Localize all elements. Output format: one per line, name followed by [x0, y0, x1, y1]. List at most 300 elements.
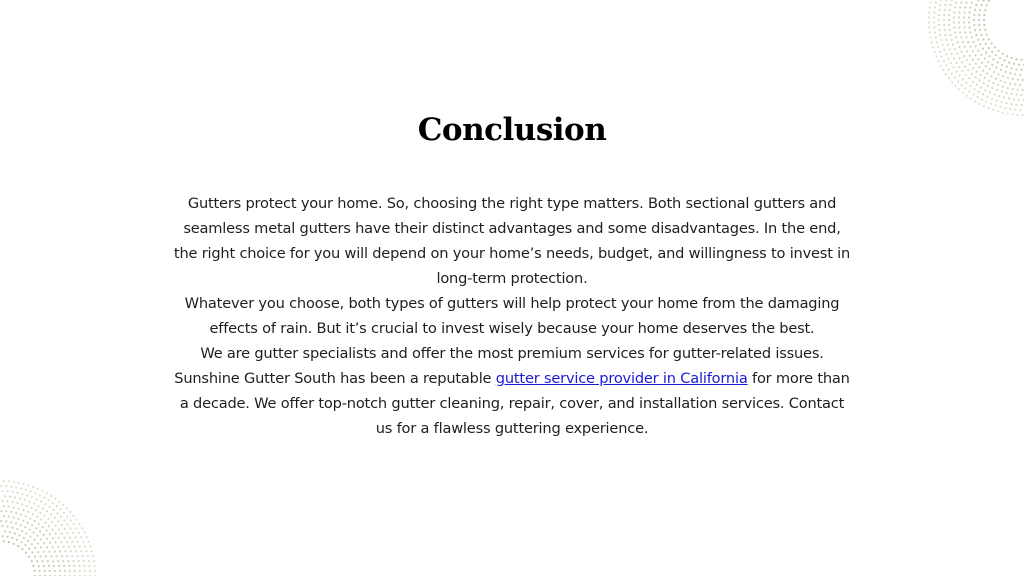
decoration-dot — [80, 536, 82, 538]
decoration-dot — [1010, 93, 1012, 95]
decoration-dot — [48, 525, 50, 527]
decoration-dot — [981, 99, 983, 101]
decoration-dot — [971, 2, 973, 4]
decoration-dot — [20, 524, 22, 526]
decoration-dot — [36, 560, 38, 562]
decoration-dot — [93, 565, 95, 567]
decoration-dot — [13, 517, 15, 519]
decoration-dot — [964, 6, 966, 8]
decoration-dot — [954, 6, 956, 8]
decoration-dot — [40, 518, 42, 520]
decoration-dot — [42, 507, 44, 509]
decoration-dot — [38, 523, 40, 525]
decoration-dot — [964, 46, 966, 48]
decoration-dot — [979, 29, 981, 31]
body-text — [170, 191, 854, 441]
decoration-dot — [939, 29, 941, 31]
decoration-dot — [991, 87, 993, 89]
decoration-dot — [1022, 79, 1024, 81]
decoration-dot — [973, 88, 975, 90]
decoration-dot — [980, 86, 982, 88]
decoration-dot — [953, 27, 955, 29]
decoration-dot — [968, 16, 970, 18]
decoration-dot — [1022, 89, 1024, 91]
decoration-dot — [31, 524, 33, 526]
decoration-dot — [49, 542, 51, 544]
decoration-dot — [29, 529, 31, 531]
decoration-dot — [64, 550, 66, 552]
decoration-dot — [27, 484, 29, 486]
decoration-dot — [938, 19, 940, 21]
decoration-dot — [973, 24, 975, 26]
decoration-dot — [936, 41, 938, 43]
decoration-dot — [43, 515, 45, 517]
decoration-dot — [935, 36, 937, 38]
decoration-dot — [979, 43, 981, 45]
decoration-dot — [51, 529, 53, 531]
decoration-dot — [14, 496, 16, 498]
decoration-dot — [57, 560, 59, 562]
decoration-dot — [945, 53, 947, 55]
decoration-dot — [4, 530, 6, 532]
decoration-dot — [1001, 101, 1003, 103]
decoration-dot — [1006, 66, 1008, 68]
decoration-dot — [987, 107, 989, 109]
decoration-dot — [3, 480, 5, 482]
decoration-dot — [31, 543, 33, 545]
decoration-dot — [1015, 58, 1017, 60]
decoration-dot — [967, 41, 969, 43]
decoration-dot — [954, 31, 956, 33]
decoration-dot — [16, 528, 18, 530]
decoration-dot — [0, 520, 2, 522]
decoration-dot — [929, 6, 931, 8]
decoration-dot — [25, 515, 27, 517]
decoration-dot — [972, 93, 974, 95]
decoration-dot — [79, 570, 81, 572]
decoration-dot — [973, 14, 975, 16]
decoration-dot — [961, 84, 963, 86]
decoration-dot — [948, 77, 950, 79]
decoration-dot — [31, 551, 33, 553]
decoration-dot — [1010, 67, 1012, 69]
decoration-dot — [996, 89, 998, 91]
decoration-dot — [63, 519, 65, 521]
decoration-dot — [967, 69, 969, 71]
decoration-dot — [68, 565, 70, 567]
decoration-dot — [41, 560, 43, 562]
decoration-dot — [61, 533, 63, 535]
decoration-dot — [78, 523, 80, 525]
decoration-dot — [78, 532, 80, 534]
decoration-dot — [35, 509, 37, 511]
decoration-dot — [4, 495, 6, 497]
decoration-dot — [963, 26, 965, 28]
decoration-dot — [996, 99, 998, 101]
decoration-dot — [79, 545, 81, 547]
decoration-dot — [953, 21, 955, 23]
decoration-dot — [86, 536, 88, 538]
decoration-dot — [32, 513, 34, 515]
decoration-dot — [63, 537, 65, 539]
decoration-dot — [50, 513, 52, 515]
decoration-dot — [995, 67, 997, 69]
decoration-dot — [1019, 109, 1021, 111]
decoration-dot — [66, 515, 68, 517]
decoration-dot — [985, 52, 987, 54]
decoration-dot — [966, 2, 968, 4]
decoration-dot — [1015, 104, 1017, 106]
decoration-dot — [952, 44, 954, 46]
decoration-dot — [966, 36, 968, 38]
decoration-dot — [88, 565, 90, 567]
decoration-dot — [43, 542, 45, 544]
decoration-dot — [942, 44, 944, 46]
decoration-dot — [962, 92, 964, 94]
decoration-dot — [1, 525, 3, 527]
decoration-dot — [974, 9, 976, 11]
decoration-dot — [958, 21, 960, 23]
decoration-dot — [5, 485, 7, 487]
decoration-dot — [1020, 69, 1022, 71]
decoration-dot — [66, 541, 68, 543]
decoration-dot — [60, 516, 62, 518]
decoration-dot — [75, 527, 77, 529]
paragraph-1: Gutters protect your home. So, choosing the right type matters. Both sectional gutters and seamless metal gutters have their distinct advantages and some disadvantages. In the end, the right choice for you will depend on your home’s needs, budget, and willingness to invest in long-term protection. — [173, 195, 851, 287]
decoration-dot — [980, 54, 982, 56]
decoration-dot — [961, 70, 963, 72]
decoration-dot — [1013, 98, 1015, 100]
decoration-dot — [1011, 57, 1013, 59]
decoration-dot — [61, 524, 63, 526]
decoration-dot — [11, 501, 13, 503]
decoration-dot — [44, 570, 46, 572]
decoration-dot — [46, 538, 48, 540]
decoration-dot — [932, 46, 934, 48]
decoration-dot — [76, 555, 78, 557]
decoration-dot — [64, 528, 66, 530]
decoration-dot — [20, 541, 22, 543]
decoration-dot — [969, 31, 971, 33]
decoration-dot — [993, 71, 995, 73]
decoration-dot — [1, 490, 3, 492]
decoration-dot — [39, 555, 41, 557]
decoration-dot — [35, 527, 37, 529]
decoration-dot — [27, 540, 29, 542]
decoration-dot — [21, 493, 23, 495]
decoration-dot — [34, 492, 36, 494]
decoration-dot — [986, 73, 988, 75]
decoration-dot — [55, 525, 57, 527]
decoration-dot — [947, 58, 949, 60]
decoration-dot — [10, 521, 12, 523]
decoration-dot — [988, 0, 990, 2]
gutter-service-link[interactable]: gutter service provider in California — [495, 370, 748, 387]
decoration-dot — [978, 91, 980, 93]
decoration-dot — [0, 510, 2, 512]
decoration-dot — [958, 66, 960, 68]
decoration-dot — [41, 490, 43, 492]
decoration-dot — [982, 0, 984, 2]
decoration-dot — [982, 93, 984, 95]
decoration-dot — [32, 486, 34, 488]
decoration-dot — [57, 520, 59, 522]
decoration-dot — [54, 570, 56, 572]
decoration-dot — [963, 11, 965, 13]
decoration-dot — [948, 14, 950, 16]
decoration-dot — [949, 9, 951, 11]
decoration-dot — [6, 500, 8, 502]
decoration-dot — [62, 504, 64, 506]
decoration-dot — [1019, 74, 1021, 76]
decoration-dot — [1008, 61, 1010, 63]
decoration-dot — [986, 34, 988, 36]
decoration-dot — [81, 527, 83, 529]
decoration-dot — [39, 530, 41, 532]
decoration-dot — [72, 560, 74, 562]
decoration-dot — [10, 511, 12, 513]
decoration-dot — [69, 536, 71, 538]
decoration-dot — [39, 512, 41, 514]
decoration-dot — [1015, 94, 1017, 96]
decoration-dot — [988, 38, 990, 40]
decoration-dot — [998, 95, 1000, 97]
decoration-dot — [32, 565, 34, 567]
decoration-dot — [933, 51, 935, 53]
decoration-dot — [15, 486, 17, 488]
decoration-dot — [975, 76, 977, 78]
decoration-dot — [24, 499, 26, 501]
decoration-dot — [9, 496, 11, 498]
decoration-dot — [977, 0, 979, 1]
decoration-dot — [958, 88, 960, 90]
decoration-dot — [28, 548, 30, 550]
decoration-dot — [18, 534, 20, 536]
decoration-dot — [971, 36, 973, 38]
decoration-dot — [934, 6, 936, 8]
decoration-dot — [988, 80, 990, 82]
decoration-dot — [961, 51, 963, 53]
decoration-dot — [997, 61, 999, 63]
decoration-dot — [937, 60, 939, 62]
decoration-dot — [940, 0, 942, 1]
decoration-dot — [975, 34, 977, 36]
decoration-dot — [1002, 75, 1004, 77]
decoration-dot — [43, 565, 45, 567]
decoration-dot — [1003, 59, 1005, 61]
decoration-dot — [943, 49, 945, 51]
decoration-dot — [48, 499, 50, 501]
decoration-dot — [947, 44, 949, 46]
decoration-dot — [3, 540, 5, 542]
decoration-dot — [980, 34, 982, 36]
decoration-dot — [1005, 71, 1007, 73]
decoration-dot — [14, 532, 16, 534]
decoration-dot — [8, 541, 10, 543]
decoration-dot — [964, 65, 966, 67]
decoration-dot — [983, 24, 985, 26]
decoration-dot — [24, 544, 26, 546]
decoration-dot — [982, 48, 984, 50]
decoration-dot — [58, 565, 60, 567]
decoration-dot — [15, 512, 17, 514]
decoration-dot — [991, 64, 993, 66]
decoration-dot — [55, 533, 57, 535]
decoration-dot — [978, 79, 980, 81]
decoration-dot — [980, 74, 982, 76]
decoration-dot — [9, 531, 11, 533]
decoration-dot — [15, 522, 17, 524]
decoration-dot — [27, 511, 29, 513]
decoration-dot — [1020, 59, 1022, 61]
decoration-dot — [36, 498, 38, 500]
decoration-dot — [928, 26, 930, 28]
decoration-dot — [968, 90, 970, 92]
decoration-dot — [83, 560, 85, 562]
decoration-dot — [43, 551, 45, 553]
decoration-dot — [959, 6, 961, 8]
decoration-dot — [984, 57, 986, 59]
decoration-dot — [45, 529, 47, 531]
decoration-dot — [53, 565, 55, 567]
decoration-dot — [978, 14, 980, 16]
decoration-dot — [960, 36, 962, 38]
decoration-dot — [84, 570, 86, 572]
decoration-dot — [1018, 64, 1020, 66]
decoration-dot — [987, 61, 989, 63]
decoration-dot — [1019, 84, 1021, 86]
decoration-dot — [957, 41, 959, 43]
decoration-dot — [997, 50, 999, 52]
decoration-dot — [972, 59, 974, 61]
decoration-dot — [963, 55, 965, 57]
decoration-dot — [1004, 107, 1006, 109]
decoration-dot — [955, 36, 957, 38]
decoration-dot — [982, 38, 984, 40]
decoration-dot — [935, 56, 937, 58]
decoration-dot — [26, 505, 28, 507]
decoration-dot — [977, 50, 979, 52]
decoration-dot — [18, 482, 20, 484]
decoration-dot — [986, 96, 988, 98]
decoration-dot — [973, 41, 975, 43]
decoration-dot — [977, 96, 979, 98]
decoration-dot — [82, 555, 84, 557]
decoration-dot — [6, 490, 8, 492]
decoration-dot — [981, 62, 983, 64]
decoration-dot — [46, 492, 48, 494]
decoration-dot — [950, 62, 952, 64]
decoration-dot — [45, 555, 47, 557]
decoration-dot — [48, 565, 50, 567]
decoration-dot — [1014, 73, 1016, 75]
decoration-dot — [13, 481, 15, 483]
decoration-dot — [37, 505, 39, 507]
decoration-dot — [966, 95, 968, 97]
decoration-dot — [935, 1, 937, 3]
decoration-dot — [1002, 53, 1004, 55]
decoration-dot — [93, 560, 95, 562]
decoration-dot — [984, 89, 986, 91]
decoration-dot — [1002, 86, 1004, 88]
decoration-dot — [53, 509, 55, 511]
decoration-dot — [94, 570, 96, 572]
decoration-dot — [1006, 55, 1008, 57]
decoration-dot — [11, 537, 13, 539]
decoration-dot — [991, 51, 993, 53]
decoration-dot — [983, 105, 985, 107]
decoration-dot — [56, 512, 58, 514]
decoration-dot — [974, 29, 976, 31]
decoration-dot — [1001, 64, 1003, 66]
decoration-dot — [5, 510, 7, 512]
decoration-dot — [984, 77, 986, 79]
decoration-dot — [958, 16, 960, 18]
decoration-dot — [36, 535, 38, 537]
decoration-dot — [953, 57, 955, 59]
decoration-dot — [983, 19, 985, 21]
decoration-dot — [999, 106, 1001, 108]
decoration-dot — [16, 492, 18, 494]
decoration-dot — [975, 63, 977, 65]
decoration-dot — [1005, 102, 1007, 104]
decoration-dot — [33, 532, 35, 534]
decoration-dot — [76, 519, 78, 521]
decoration-dot — [57, 546, 59, 548]
decoration-dot — [50, 555, 52, 557]
decoration-dot — [940, 65, 942, 67]
decoration-dot — [44, 522, 46, 524]
decoration-dot — [31, 496, 33, 498]
decoration-dot — [990, 75, 992, 77]
paragraph-3-text-before: We are gutter specialists and offer the most premium services for gutter-related issues. Sunshine Gutter South has been a reputable — [174, 345, 824, 387]
decoration-dot — [957, 80, 959, 82]
decoration-dot — [33, 503, 35, 505]
decoration-dot — [52, 546, 54, 548]
decoration-dot — [945, 39, 947, 41]
decoration-dot — [952, 66, 954, 68]
decoration-dot — [82, 541, 84, 543]
decoration-dot — [992, 109, 994, 111]
decoration-dot — [17, 545, 19, 547]
decoration-dot — [949, 29, 951, 31]
decoration-dot — [958, 46, 960, 48]
decoration-dot — [73, 546, 75, 548]
decoration-dot — [58, 537, 60, 539]
decoration-dot — [1017, 79, 1019, 81]
decoration-dot — [51, 521, 53, 523]
decoration-dot — [997, 84, 999, 86]
decoration-dot — [22, 520, 24, 522]
decoration-dot — [58, 501, 60, 503]
decoration-dot — [68, 546, 70, 548]
decoration-dot — [938, 24, 940, 26]
decoration-dot — [994, 46, 996, 48]
decoration-dot — [67, 560, 69, 562]
decoration-dot — [982, 70, 984, 72]
decoration-dot — [942, 69, 944, 71]
decoration-dot — [1009, 108, 1011, 110]
decoration-dot — [1000, 80, 1002, 82]
decoration-dot — [989, 55, 991, 57]
decoration-dot — [1, 500, 3, 502]
decoration-dot — [961, 61, 963, 63]
decoration-dot — [949, 4, 951, 6]
decoration-dot — [995, 104, 997, 106]
decoration-dot — [73, 523, 75, 525]
decoration-dot — [46, 510, 48, 512]
decoration-dot — [28, 556, 30, 558]
